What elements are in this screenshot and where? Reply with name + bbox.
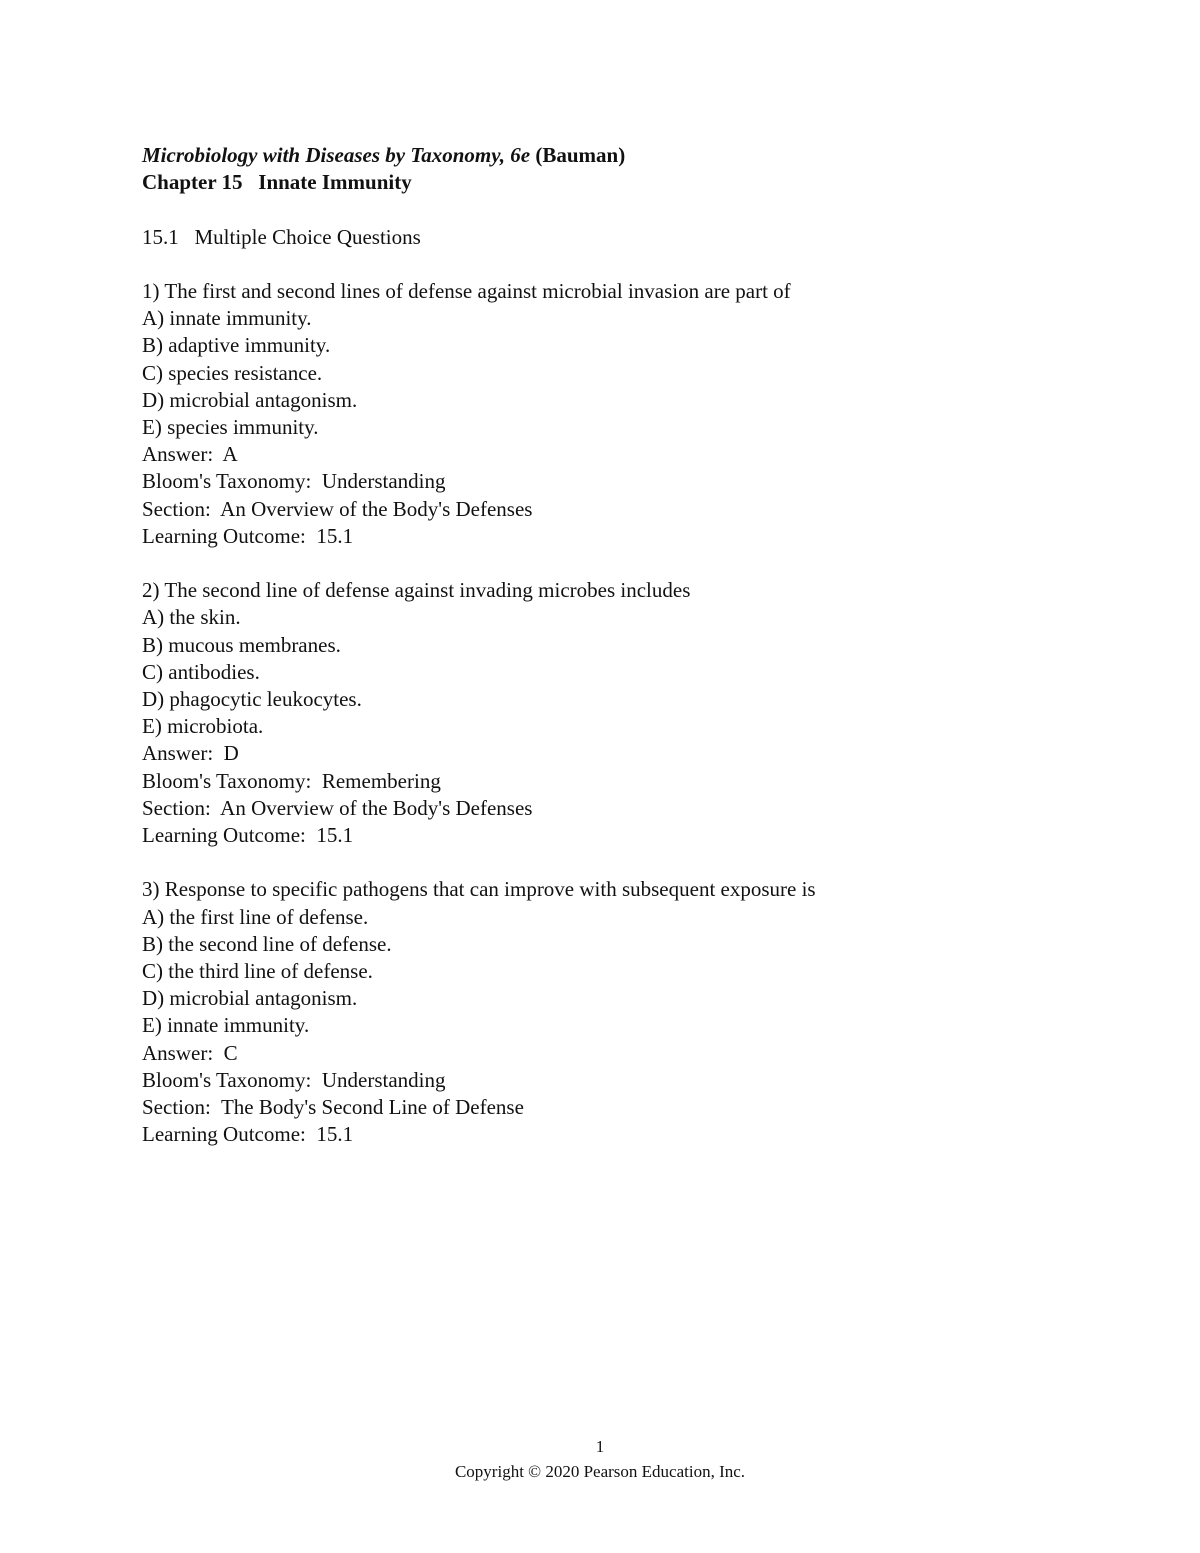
answer-option: D) phagocytic leukocytes.	[142, 687, 362, 712]
question-stem: 1) The first and second lines of defense against microbial invasion are part of	[142, 278, 791, 303]
question-section: Section: An Overview of the Body's Defenses	[142, 795, 533, 820]
answer-option: D) microbial antagonism.	[142, 387, 358, 412]
answer-option: C) antibodies.	[142, 659, 260, 684]
question-2	[142, 577, 1062, 849]
correct-answer: Answer: A	[142, 442, 238, 467]
answer-option: C) species resistance.	[142, 360, 323, 385]
answer-option: B) adaptive immunity.	[142, 333, 331, 358]
spacer	[142, 849, 1062, 876]
question-section: Section: An Overview of the Body's Defenses	[142, 496, 533, 521]
book-header	[142, 142, 1062, 169]
copyright-notice: Copyright © 2020 Pearson Education, Inc.	[454, 1462, 746, 1481]
page-content	[142, 142, 1062, 1148]
correct-answer: Answer: D	[142, 741, 239, 766]
learning-outcome: Learning Outcome: 15.1	[142, 523, 354, 548]
spacer	[142, 550, 1062, 577]
question-stem: 2) The second line of defense against invading microbes includes	[142, 578, 691, 603]
spacer	[142, 196, 1062, 223]
answer-option: E) innate immunity.	[142, 1013, 310, 1038]
answer-option: D) microbial antagonism.	[142, 986, 358, 1011]
page-number: 1	[595, 1437, 605, 1456]
correct-answer: Answer: C	[142, 1040, 238, 1065]
question-stem: 3) Response to specific pathogens that can improve with subsequent exposure is	[142, 877, 816, 902]
answer-option: A) the skin.	[142, 605, 241, 630]
answer-option: A) innate immunity.	[142, 306, 312, 331]
blooms-taxonomy: Bloom's Taxonomy: Understanding	[142, 1067, 446, 1092]
learning-outcome: Learning Outcome: 15.1	[142, 1122, 354, 1147]
question-3	[142, 876, 1062, 1148]
question-section: Section: The Body's Second Line of Defense	[142, 1095, 524, 1120]
book-author: (Bauman)	[535, 143, 626, 167]
answer-option: B) mucous membranes.	[142, 632, 341, 657]
blooms-taxonomy: Bloom's Taxonomy: Understanding	[142, 469, 446, 494]
answer-option: E) microbiota.	[142, 714, 264, 739]
book-title: Microbiology with Diseases by Taxonomy, 6e	[142, 143, 531, 167]
chapter-title: Chapter 15 Innate Immunity	[142, 170, 412, 195]
question-1	[142, 278, 1062, 550]
learning-outcome: Learning Outcome: 15.1	[142, 823, 354, 848]
answer-option: A) the first line of defense.	[142, 904, 369, 929]
answer-option: B) the second line of defense.	[142, 931, 392, 956]
section-heading: 15.1 Multiple Choice Questions	[142, 224, 421, 249]
answer-option: C) the third line of defense.	[142, 959, 373, 984]
answer-option: E) species immunity.	[142, 415, 319, 439]
spacer	[142, 251, 1062, 278]
blooms-taxonomy: Bloom's Taxonomy: Remembering	[142, 768, 441, 793]
